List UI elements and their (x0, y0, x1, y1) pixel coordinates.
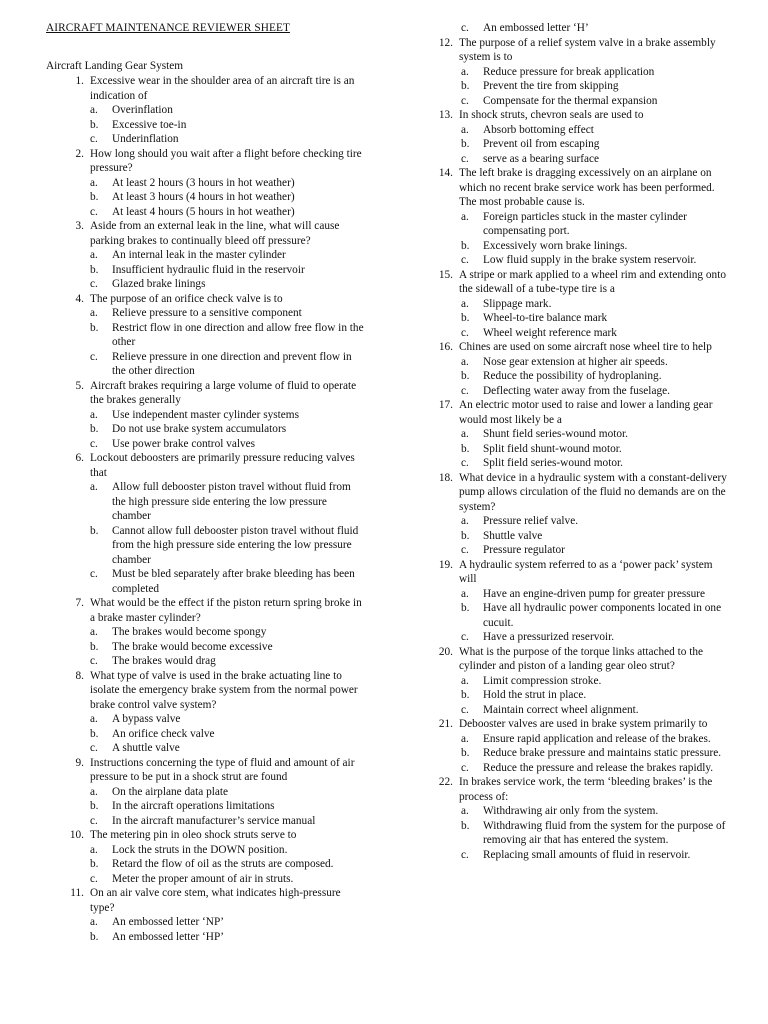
option-letter: c. (461, 761, 469, 774)
question-item (435, 645, 731, 718)
question-text: The purpose of an orifice check valve is to (90, 292, 283, 305)
option-text: Relieve pressure in one direction and prevent flow in the other direction (112, 350, 352, 377)
option-letter: a. (90, 916, 98, 928)
question-stem (435, 775, 731, 804)
option-text: Allow full debooster piston travel without fluid from the high pressure side entering the low pressure chamber (112, 481, 351, 522)
answer-option (90, 350, 364, 379)
answer-option (90, 872, 364, 887)
question-item (435, 717, 731, 775)
option-letter: a. (90, 104, 98, 116)
answer-option (90, 176, 364, 191)
option-text: Split field shunt-wound motor. (483, 442, 622, 455)
question-number: 19. (438, 558, 453, 571)
option-text: An internal leak in the master cylinder (112, 249, 286, 261)
question-item (435, 398, 731, 471)
option-text: Withdrawing fluid from the system for the purpose of removing air that has entered the system. (483, 819, 726, 846)
question-text: What is the purpose of the torque links attached to the cylinder and piston of a landing gear oleo strut? (459, 645, 704, 672)
question-stem (435, 108, 731, 123)
option-letter: a. (90, 843, 98, 856)
option-letter: a. (461, 732, 469, 745)
answer-option (461, 123, 731, 138)
option-text: Reduce the possibility of hydroplaning. (483, 370, 662, 382)
question-stem (435, 471, 731, 515)
option-letter: b. (461, 239, 470, 252)
option-text: Do not use brake system accumulators (112, 423, 287, 435)
option-text: Glazed brake linings (112, 278, 206, 290)
question-text: The purpose of a relief system valve in a brake assembly system is to (459, 36, 716, 63)
answer-option (461, 601, 731, 630)
option-letter: b. (461, 819, 470, 832)
option-letter: c. (90, 742, 98, 754)
question-number: 22. (438, 776, 453, 788)
option-letter: b. (461, 689, 470, 701)
option-text: Hold the strut in place. (483, 689, 587, 701)
answer-option (90, 321, 364, 350)
question-item (46, 828, 364, 886)
question-stem (46, 147, 364, 176)
question-number: 14. (438, 167, 453, 179)
answer-option (461, 297, 731, 312)
option-text: Wheel weight reference mark (483, 326, 617, 339)
option-letter: c. (461, 22, 469, 34)
option-text: Have a pressurized reservoir. (483, 631, 615, 643)
option-text: Pressure regulator (483, 544, 565, 556)
option-letter: c. (461, 384, 469, 397)
option-letter: b. (90, 930, 99, 943)
option-text: Wheel-to-tire balance mark (483, 312, 608, 324)
question-text: A hydraulic system referred to as a ‘power pack’ system will (459, 558, 713, 585)
option-letter: b. (90, 263, 99, 276)
answer-option (90, 654, 364, 669)
option-letter: b. (90, 524, 99, 537)
option-letter: b. (461, 442, 470, 455)
option-text: At least 2 hours (3 hours in hot weather) (112, 176, 295, 189)
option-text: Use independent master cylinder systems (112, 408, 299, 421)
option-text: Absorb bottoming effect (483, 123, 594, 136)
option-text: Split field series-wound motor. (483, 457, 623, 469)
option-letter: c. (461, 848, 469, 861)
answer-option (461, 587, 731, 602)
question-text: How long should you wait after a flight before checking tire pressure? (90, 147, 362, 174)
question-stem (435, 268, 731, 297)
option-letter: a. (461, 355, 469, 368)
option-text: Reduce brake pressure and maintains static pressure. (483, 747, 722, 759)
option-letter: a. (90, 785, 98, 798)
option-letter: a. (90, 307, 98, 319)
question-text: Aircraft brakes requiring a large volume of fluid to operate the brakes generally (90, 379, 357, 406)
answer-option (90, 930, 364, 945)
option-letter: b. (90, 423, 99, 435)
question-text: Chines are used on some aircraft nose wheel tire to help (459, 341, 712, 353)
question-item (435, 340, 731, 398)
option-letter: c. (90, 278, 98, 290)
question-number: 9. (75, 756, 84, 769)
option-letter: a. (461, 805, 469, 817)
option-text: serve as a bearing surface (483, 152, 600, 165)
question-stem (46, 828, 364, 843)
answer-option (90, 799, 364, 814)
option-letter: b. (90, 727, 99, 740)
answer-option (461, 804, 731, 819)
option-text: Replacing small amounts of fluid in reservoir. (483, 848, 691, 861)
question-number: 6. (75, 452, 84, 464)
question-item (435, 268, 731, 341)
answer-option (90, 814, 364, 829)
option-text: Prevent the tire from skipping (483, 80, 619, 92)
answer-option (461, 326, 731, 341)
option-text: The brakes would drag (112, 655, 216, 667)
answer-option (461, 529, 731, 544)
answer-option (90, 103, 364, 118)
option-text: Use power brake control valves (112, 437, 256, 450)
answer-option (461, 543, 731, 558)
option-text: The brakes would become spongy (112, 626, 267, 638)
option-letter: c. (461, 326, 469, 339)
answer-option (461, 79, 731, 94)
question-item (46, 756, 364, 829)
option-text: Maintain correct wheel alignment. (483, 703, 639, 716)
question-stem (435, 645, 731, 674)
answer-option (461, 369, 731, 384)
option-letter: c. (461, 544, 469, 556)
question-item (46, 886, 364, 944)
answer-option (90, 132, 364, 147)
question-stem (46, 756, 364, 785)
option-text: Overinflation (112, 104, 173, 116)
option-letter: b. (461, 370, 470, 382)
option-letter: b. (461, 138, 470, 150)
option-letter: a. (461, 297, 469, 310)
option-text: Insufficient hydraulic fluid in the reservoir (112, 263, 305, 276)
answer-option (461, 630, 731, 645)
option-text: Have an engine-driven pump for greater pressure (483, 587, 706, 600)
option-text: Restrict flow in one direction and allow free flow in the other (112, 321, 364, 348)
answer-option (461, 819, 731, 848)
option-letter: b. (461, 529, 470, 542)
question-item (435, 558, 731, 645)
option-text: An embossed letter ‘H’ (483, 22, 589, 34)
option-text: Shunt field series-wound motor. (483, 428, 628, 440)
option-letter: a. (90, 249, 98, 261)
answer-option (461, 761, 731, 776)
question-stem (46, 451, 364, 480)
answer-option (90, 785, 364, 800)
option-text: On the airplane data plate (112, 785, 229, 798)
question-item (46, 669, 364, 756)
option-text: In the aircraft manufacturer’s service manual (112, 814, 316, 827)
answer-option (461, 152, 731, 167)
option-letter: b. (90, 640, 99, 653)
question-number: 18. (438, 471, 453, 484)
left-column (46, 21, 364, 944)
answer-option (461, 442, 731, 457)
option-text: Have all hydraulic power components located in one cucuit. (483, 602, 722, 629)
option-letter: b. (461, 312, 470, 324)
answer-option (90, 741, 364, 756)
option-text: In the aircraft operations limitations (112, 800, 275, 812)
question-number: 16. (438, 341, 453, 353)
question-text: Instructions concerning the type of fluid and amount of air pressure to be put in a shock strut are found (90, 756, 355, 783)
question-item (46, 451, 364, 596)
question-stem (46, 669, 364, 713)
option-text: Lock the struts in the DOWN position. (112, 843, 288, 856)
question-stem (435, 398, 731, 427)
answer-option (461, 746, 731, 761)
question-number: 11. (70, 887, 84, 899)
question-number: 5. (75, 379, 84, 392)
answer-option (90, 915, 364, 930)
question-item (46, 147, 364, 220)
option-text: Underinflation (112, 133, 179, 145)
option-text: Meter the proper amount of air in struts. (112, 872, 294, 885)
option-letter: b. (90, 858, 99, 870)
answer-option (90, 118, 364, 133)
answer-option (90, 480, 364, 524)
option-letter: a. (461, 210, 469, 223)
option-letter: c. (90, 814, 98, 827)
option-text: Withdrawing air only from the system. (483, 805, 659, 817)
option-letter: c. (461, 254, 469, 266)
option-text: Slippage mark. (483, 297, 552, 310)
question-text: The metering pin in oleo shock struts serve to (90, 829, 297, 841)
right-column (435, 21, 731, 862)
answer-option (461, 456, 731, 471)
option-letter: c. (90, 133, 98, 145)
question-number: 4. (75, 292, 84, 305)
answer-option (90, 205, 364, 220)
option-text: At least 4 hours (5 hours in hot weather) (112, 205, 295, 218)
option-letter: c. (461, 152, 469, 165)
option-text: Foreign particles stuck in the master cylinder compensating port. (483, 210, 687, 237)
option-letter: a. (461, 515, 469, 527)
answer-option (90, 306, 364, 321)
answer-option (90, 567, 364, 596)
option-letter: a. (461, 65, 469, 78)
question-stem (435, 166, 731, 210)
question-number: 20. (438, 645, 453, 658)
option-text: An orifice check valve (112, 727, 215, 740)
document-title: AIRCRAFT MAINTENANCE REVIEWER SHEET (46, 22, 290, 34)
question-text: In shock struts, chevron seals are used to (459, 109, 644, 121)
section-heading: Aircraft Landing Gear System (46, 59, 184, 72)
answer-option (461, 253, 731, 268)
option-letter: b. (90, 321, 99, 334)
question-item (46, 292, 364, 379)
question-number: 2. (75, 147, 84, 160)
option-text: The brake would become excessive (112, 640, 273, 653)
option-text: Retard the flow of oil as the struts are composed. (112, 858, 334, 870)
option-letter: b. (461, 80, 470, 92)
question-number: 3. (75, 220, 84, 232)
option-text: Prevent oil from escaping (483, 138, 600, 150)
option-letter: a. (90, 626, 98, 638)
question-text: Excessive wear in the shoulder area of an aircraft tire is an indication of (90, 75, 355, 102)
answer-option (461, 137, 731, 152)
option-letter: a. (461, 123, 469, 136)
question-item (435, 471, 731, 558)
question-text: What device in a hydraulic system with a constant-delivery pump allows circulation of the fluid no demands are on the system? (459, 471, 727, 513)
option-text: Deflecting water away from the fuselage. (483, 384, 670, 397)
answer-option (90, 524, 364, 568)
question-stem (435, 558, 731, 587)
question-text: Aside from an external leak in the line, what will cause parking brakes to continually bleed off pressure? (90, 220, 340, 247)
answer-option (461, 384, 731, 399)
answer-option (461, 732, 731, 747)
question-number: 1. (75, 75, 84, 87)
answer-option (90, 277, 364, 292)
question-stem (435, 717, 731, 732)
option-text: Excessive toe-in (112, 118, 187, 131)
option-letter: a. (90, 481, 98, 493)
question-number: 15. (438, 268, 453, 281)
option-letter: c. (461, 703, 469, 716)
question-text: In brakes service work, the term ‘bleeding brakes’ is the process of: (459, 776, 713, 803)
option-letter: c. (461, 457, 469, 469)
answer-option (90, 640, 364, 655)
answer-option (461, 674, 731, 689)
option-letter: a. (90, 176, 98, 189)
answer-option (461, 688, 731, 703)
question-stem (46, 379, 364, 408)
question-item (435, 775, 731, 862)
option-text: Reduce the pressure and release the brakes rapidly. (483, 761, 714, 774)
answer-option (461, 311, 731, 326)
option-letter: c. (90, 437, 98, 450)
option-text: Relieve pressure to a sensitive component (112, 307, 302, 319)
continued-options (435, 21, 731, 36)
question-stem (46, 292, 364, 307)
option-letter: a. (90, 408, 98, 421)
option-letter: b. (461, 602, 470, 614)
option-text: Nose gear extension at higher air speeds. (483, 355, 668, 368)
question-stem (46, 219, 364, 248)
option-text: An embossed letter ‘HP’ (112, 930, 225, 943)
option-text: Ensure rapid application and release of the brakes. (483, 732, 711, 745)
question-text: The left brake is dragging excessively on an airplane on which no recent brake service work has been performed. The most probable cause is. (459, 167, 715, 208)
option-text: At least 3 hours (4 hours in hot weather) (112, 191, 295, 203)
option-letter: c. (461, 94, 469, 107)
answer-option (90, 843, 364, 858)
option-text: Reduce pressure for break application (483, 65, 655, 78)
option-text: Compensate for the thermal expansion (483, 94, 658, 107)
answer-option (461, 514, 731, 529)
answer-option (461, 94, 731, 109)
option-text: Must be bled separately after brake bleeding has been completed (112, 568, 355, 595)
question-text: Lockout deboosters are primarily pressure reducing valves that (90, 452, 355, 479)
option-letter: b. (461, 747, 470, 759)
answer-option (461, 239, 731, 254)
question-item (435, 36, 731, 109)
question-text: An electric motor used to raise and lower a landing gear would most likely be a (459, 399, 713, 426)
option-text: Excessively worn brake linings. (483, 239, 628, 252)
question-text: What would be the effect if the piston return spring broke in a brake master cylinder? (90, 597, 362, 624)
option-letter: c. (90, 350, 98, 363)
option-letter: a. (461, 674, 469, 687)
option-letter: c. (90, 655, 98, 667)
answer-option (90, 190, 364, 205)
question-text: What type of valve is used in the brake actuating line to isolate the emergency brake system from the normal power brake control valve system? (90, 669, 358, 711)
answer-option (90, 248, 364, 263)
option-letter: a. (461, 428, 469, 440)
answer-option (90, 437, 364, 452)
option-letter: b. (90, 118, 99, 131)
option-text: Pressure relief valve. (483, 515, 579, 527)
question-number: 8. (75, 669, 84, 682)
option-letter: c. (90, 568, 98, 580)
answer-option (461, 355, 731, 370)
option-letter: c. (90, 205, 98, 218)
question-stem (46, 886, 364, 915)
answer-option (90, 712, 364, 727)
answer-option (461, 703, 731, 718)
answer-option (90, 857, 364, 872)
question-text: Debooster valves are used in brake system primarily to (459, 718, 708, 730)
answer-option (461, 21, 731, 36)
question-number: 12. (438, 36, 453, 49)
question-number: 13. (438, 109, 453, 121)
option-letter: a. (90, 713, 98, 725)
answer-option (90, 625, 364, 640)
option-letter: b. (90, 800, 99, 812)
question-stem (46, 74, 364, 103)
answer-option (461, 65, 731, 80)
option-text: Cannot allow full debooster piston travel without fluid from the high pressure side entering the low pressure chamber (112, 524, 359, 566)
question-number: 21. (438, 718, 453, 730)
answer-option (90, 263, 364, 278)
question-number: 10. (69, 829, 84, 841)
question-text: On an air valve core stem, what indicates high-pressure type? (90, 887, 341, 914)
answer-option (90, 408, 364, 423)
question-stem (435, 340, 731, 355)
question-stem (435, 36, 731, 65)
question-number: 17. (438, 399, 453, 411)
question-item (46, 219, 364, 292)
answer-option (90, 727, 364, 742)
answer-option (461, 427, 731, 442)
question-number: 7. (75, 597, 84, 609)
answer-option (461, 848, 731, 863)
question-text: A stripe or mark applied to a wheel rim and extending onto the sidewall of a tube-type tire is a (459, 268, 726, 295)
question-item (435, 166, 731, 268)
option-text: A bypass valve (112, 713, 181, 725)
question-item (46, 74, 364, 147)
question-item (46, 596, 364, 669)
option-text: Limit compression stroke. (483, 674, 602, 687)
option-text: A shuttle valve (112, 742, 180, 754)
option-text: Shuttle valve (483, 529, 543, 542)
option-letter: c. (461, 631, 469, 643)
question-stem (46, 596, 364, 625)
option-letter: a. (461, 587, 469, 600)
answer-option (90, 422, 364, 437)
option-text: Low fluid supply in the brake system reservoir. (483, 254, 697, 266)
option-letter: c. (90, 872, 98, 885)
option-text: An embossed letter ‘NP’ (112, 916, 225, 928)
question-item (435, 108, 731, 166)
answer-option (461, 210, 731, 239)
option-letter: b. (90, 191, 99, 203)
question-item (46, 379, 364, 452)
